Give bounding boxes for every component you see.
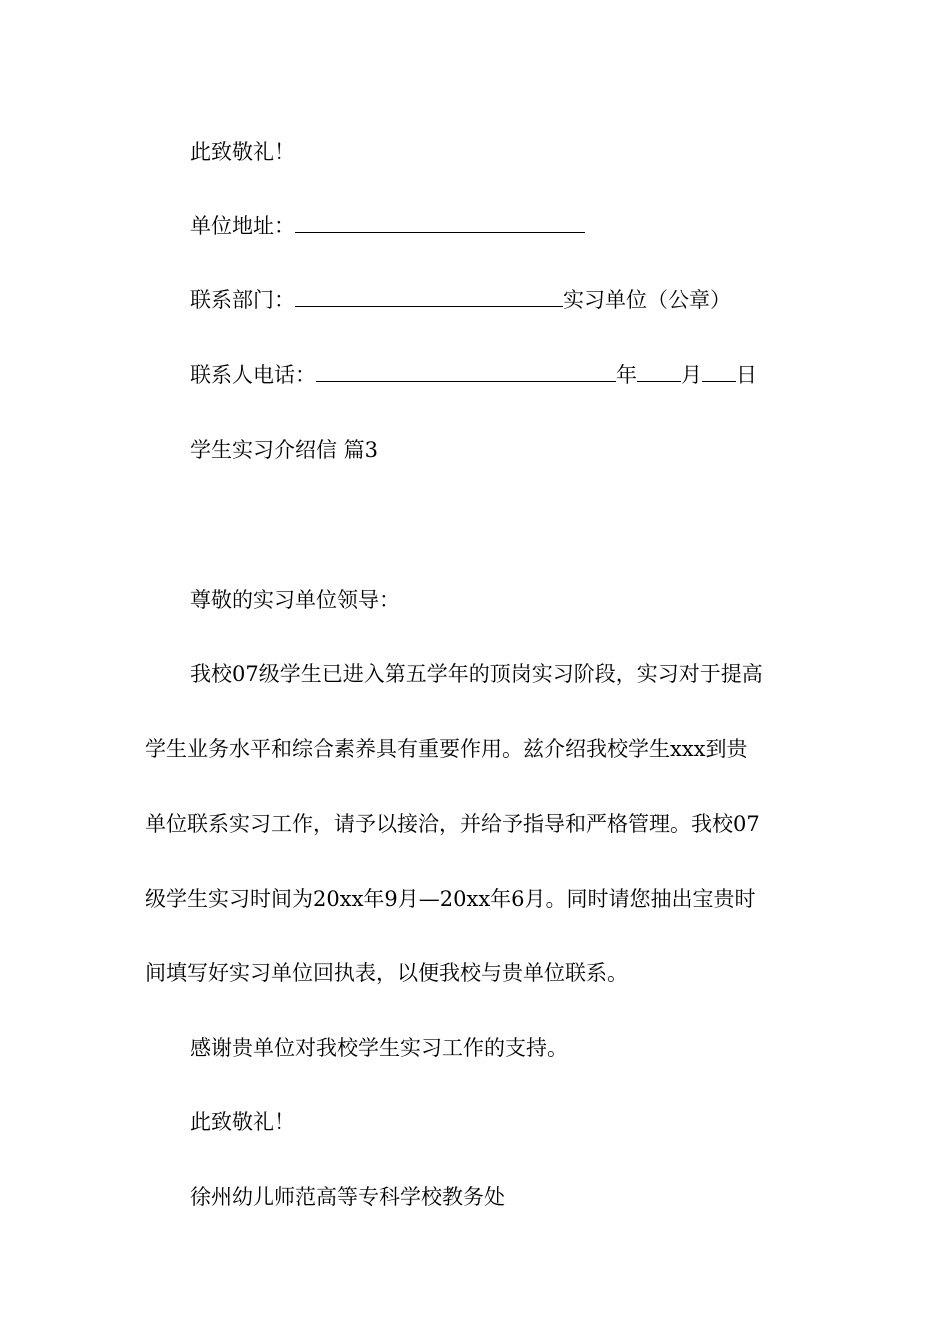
body-line-2	[145, 734, 810, 764]
thanks-line	[190, 1033, 568, 1063]
closing-text: 此致敬礼！	[190, 1110, 295, 1134]
body-line-5	[145, 958, 810, 988]
body-line-4	[145, 884, 810, 914]
dept-blank	[295, 288, 563, 307]
seal-label: 实习单位（公章）	[563, 288, 731, 312]
body-line-3	[145, 809, 810, 839]
signature-text: 徐州幼儿师范高等专科学校教务处	[190, 1185, 505, 1209]
day-label: 日	[736, 363, 757, 387]
day-blank	[702, 363, 736, 382]
month-blank	[637, 363, 681, 382]
phone-line	[190, 360, 757, 390]
address-label: 单位地址：	[190, 214, 295, 238]
body-text: 单位联系实习工作，请予以接洽，并给予指导和严格管理。我校07	[145, 812, 760, 836]
body-text: 级学生实习时间为20xx年9月—20xx年6月。同时请您抽出宝贵时	[145, 887, 756, 911]
closing-line-2	[190, 1107, 295, 1137]
month-label: 月	[681, 363, 702, 387]
section-heading	[190, 435, 378, 465]
body-text: 间填写好实习单位回执表，以便我校与贵单位联系。	[145, 961, 628, 985]
closing-line	[190, 137, 295, 167]
signature-line	[190, 1182, 505, 1212]
salutation	[190, 585, 400, 615]
address-blank	[295, 214, 585, 233]
salutation-text: 尊敬的实习单位领导：	[190, 588, 400, 612]
heading-text: 学生实习介绍信 篇3	[190, 438, 379, 462]
address-line	[190, 211, 585, 241]
phone-label: 联系人电话：	[190, 363, 316, 387]
body-text: 学生业务水平和综合素养具有重要作用。兹介绍我校学生xxx到贵	[145, 737, 748, 761]
dept-line	[190, 285, 731, 315]
dept-label: 联系部门：	[190, 288, 295, 312]
phone-blank	[316, 363, 616, 382]
body-line-1	[190, 659, 763, 689]
closing-text: 此致敬礼！	[190, 140, 295, 164]
thanks-text: 感谢贵单位对我校学生实习工作的支持。	[190, 1036, 568, 1060]
body-text: 我校07级学生已进入第五学年的顶岗实习阶段，实习对于提高	[190, 662, 763, 686]
year-label: 年	[616, 363, 637, 387]
